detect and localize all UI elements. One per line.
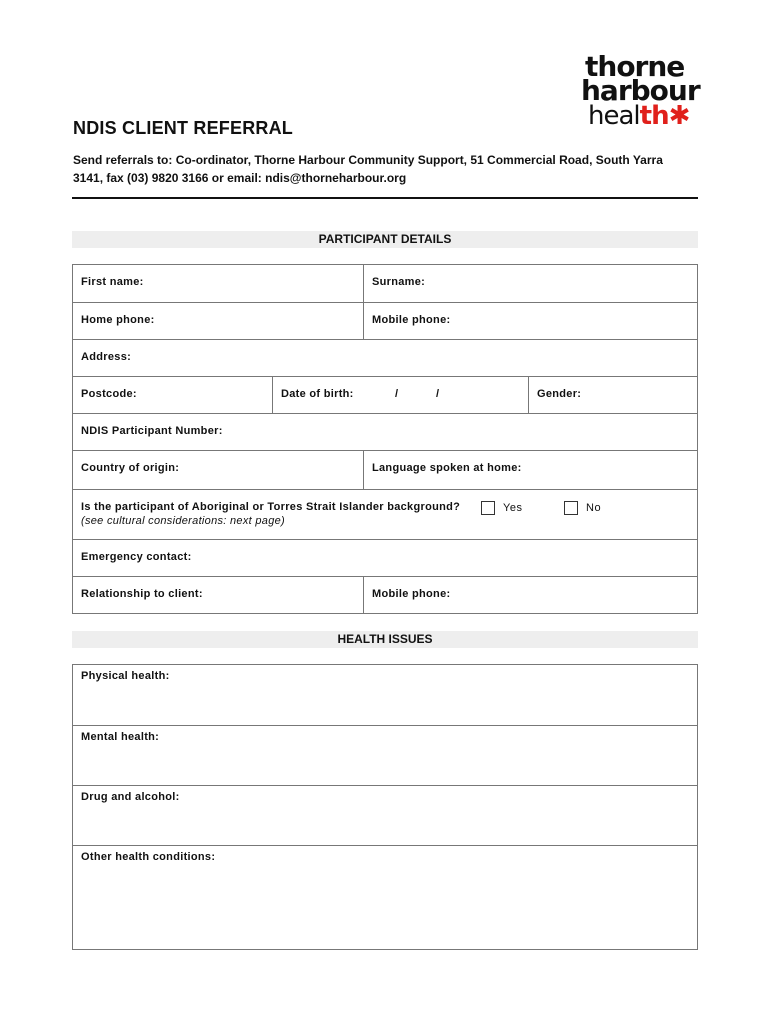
other-conditions-field[interactable]: [73, 846, 697, 949]
health-issues-heading: HEALTH ISSUES: [72, 631, 698, 648]
form-row-postcode-dob-gender: [73, 377, 697, 414]
form-row-country-language: [73, 451, 697, 490]
emergency-contact-field[interactable]: [73, 540, 697, 576]
mobile-phone-label: Mobile phone:: [372, 314, 451, 326]
logo-line-health: [588, 103, 697, 129]
emergency-contact-label: Emergency contact:: [81, 551, 192, 563]
relationship-field[interactable]: [73, 577, 364, 613]
home-phone-label: Home phone:: [81, 314, 155, 326]
form-row-names: [73, 265, 697, 303]
form-row-phones: [73, 303, 697, 340]
relationship-label: Relationship to client:: [81, 588, 203, 600]
other-conditions-label: Other health conditions:: [81, 851, 216, 863]
country-of-origin-label: Country of origin:: [81, 462, 180, 474]
date-of-birth-field[interactable]: [273, 377, 529, 413]
atsi-yes-checkbox[interactable]: [481, 501, 495, 515]
atsi-note: (see cultural considerations: next page): [81, 515, 285, 527]
logo-health-red: th✱: [639, 101, 690, 131]
logo-line-thorne: thorne: [585, 50, 685, 83]
drug-alcohol-label: Drug and alcohol:: [81, 791, 180, 803]
address-field[interactable]: [73, 340, 697, 376]
address-label: Address:: [81, 351, 132, 363]
date-of-birth-label: Date of birth:: [281, 388, 354, 400]
first-name-field[interactable]: [73, 265, 364, 302]
postcode-label: Postcode:: [81, 388, 137, 400]
atsi-yes-option[interactable]: [481, 501, 522, 515]
participant-details-heading: PARTICIPANT DETAILS: [72, 231, 698, 248]
atsi-question: Is the participant of Aboriginal or Torres Strait Islander background?: [81, 501, 461, 513]
form-row-physical-health: [73, 665, 697, 726]
form-row-emergency-contact: [73, 540, 697, 577]
emergency-mobile-label: Mobile phone:: [372, 588, 451, 600]
drug-alcohol-field[interactable]: [73, 786, 697, 845]
language-field[interactable]: [364, 451, 697, 489]
logo-health-light: heal: [588, 101, 640, 131]
atsi-no-option[interactable]: [564, 501, 601, 515]
language-label: Language spoken at home:: [372, 462, 522, 474]
page-title: NDIS CLIENT REFERRAL: [73, 118, 293, 138]
ndis-number-field[interactable]: [73, 414, 697, 450]
emergency-mobile-field[interactable]: [364, 577, 697, 613]
logo-line-harbour: harbour: [581, 74, 700, 107]
atsi-field: [73, 490, 697, 539]
physical-health-field[interactable]: [73, 665, 697, 725]
participant-details-form: [72, 264, 698, 614]
mental-health-label: Mental health:: [81, 731, 160, 743]
mobile-phone-field[interactable]: [364, 303, 697, 339]
country-of-origin-field[interactable]: [73, 451, 364, 489]
surname-field[interactable]: [364, 265, 697, 302]
home-phone-field[interactable]: [73, 303, 364, 339]
dob-separator-day: /: [395, 388, 399, 400]
form-row-mental-health: [73, 726, 697, 786]
form-row-drug-alcohol: [73, 786, 697, 846]
form-row-relationship: [73, 577, 697, 613]
atsi-yes-label: Yes: [503, 502, 523, 514]
form-row-address: [73, 340, 697, 377]
referral-instructions: Send referrals to: Co-ordinator, Thorne Harbour Community Support, 51 Commercial Road, South Yarra 3141, fax (03) 9820 3166 or email: ndis@thorneharbour.org: [73, 153, 663, 185]
first-name-label: First name:: [81, 276, 144, 288]
postcode-field[interactable]: [73, 377, 273, 413]
form-row-ndis-number: [73, 414, 697, 451]
header-divider: [72, 197, 698, 199]
atsi-no-label: No: [586, 502, 602, 514]
form-row-atsi: [73, 490, 697, 540]
mental-health-field[interactable]: [73, 726, 697, 785]
form-row-other-conditions: [73, 846, 697, 949]
surname-label: Surname:: [372, 276, 426, 288]
ndis-number-label: NDIS Participant Number:: [81, 425, 223, 437]
thorne-harbour-health-logo: [581, 50, 700, 131]
health-issues-form: [72, 664, 698, 950]
dob-separator-month: /: [436, 388, 440, 400]
atsi-no-checkbox[interactable]: [564, 501, 578, 515]
gender-field[interactable]: [529, 377, 697, 413]
physical-health-label: Physical health:: [81, 670, 170, 682]
gender-label: Gender:: [537, 388, 582, 400]
